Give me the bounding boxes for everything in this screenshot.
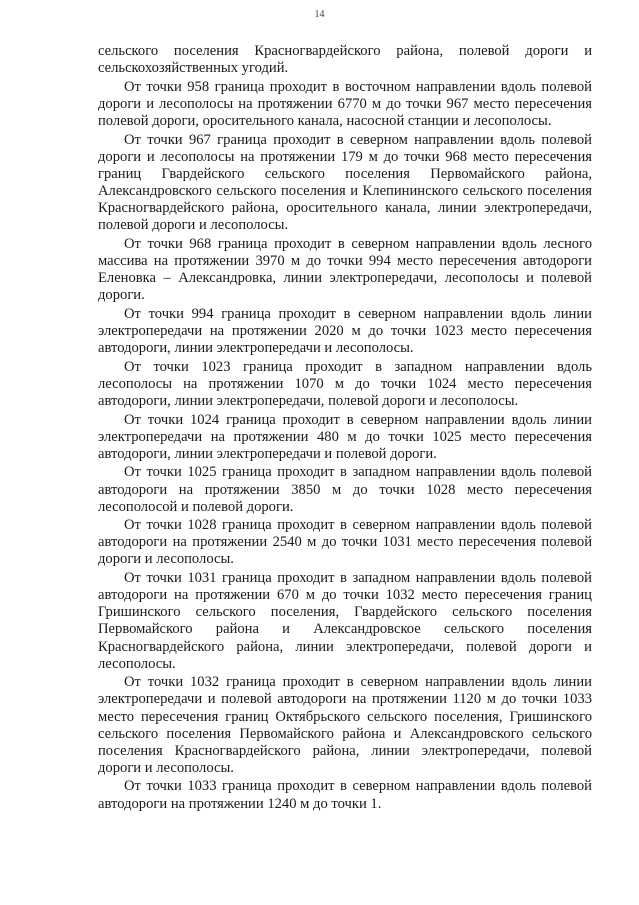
paragraph-point-1032: От точки 1032 граница проходит в северном направлении вдоль линии электропередачи и полевой автодороги на протяжении 1120 м до точки 1033 место пересечения границ Октябрьского сельского поселения, Гришинского сельского поселения Первомайского района и Александровского сельского поселения Красногвардейского района, линии электропередачи, полевой дороги и лесополосы. (98, 674, 592, 776)
document-body (98, 43, 592, 813)
paragraph-point-967: От точки 967 граница проходит в северном направлении вдоль полевой дороги и лесополосы на протяжении 179 м до точки 968 место пересечения границ Гвардейского сельского поселения Первомайского района, Александровского сельского поселения и Клепининского сельского поселения Красногвардейского района, оросительного канала, линии электропередачи, полевой дороги и лесополосы. (98, 131, 592, 234)
paragraph-point-994: От точки 994 граница проходит в северном направлении вдоль линии электропередачи на протяжении 2020 м до точки 1023 место пересечения автодороги, линии электропередачи и лесополосы. (98, 305, 592, 356)
paragraph-point-1028: От точки 1028 граница проходит в северном направлении вдоль полевой автодороги на протяжении 2540 м до точки 1031 место пересечения полевой дороги и лесополосы. (98, 517, 592, 568)
paragraph-continuation: сельского поселения Красногвардейского района, полевой дороги и сельскохозяйственных угодий. (98, 43, 592, 77)
page-number: 14 (314, 9, 325, 20)
paragraph-point-1031: От точки 1031 граница проходит в западном направлении вдоль полевой автодороги на протяжении 670 м до точки 1032 место пересечения границ Гришинского сельского поселения, Гвардейского сельского поселения Первомайского района и Александровское сельского поселения Красногвардейского района, линии электропередачи, полевой дороги и лесополосы. (98, 570, 592, 672)
paragraph-point-968: От точки 968 граница проходит в северном направлении вдоль лесного массива на протяжении 3970 м до точки 994 место пересечения автодороги Еленовка – Александровка, линии электропередачи, лесополосы и полевой дороги. (98, 235, 592, 304)
paragraph-point-958: От точки 958 граница проходит в восточном направлении вдоль полевой дороги и лесополосы на протяжении 6770 м до точки 967 место пересечения полевой дороги, оросительного канала, насосной станции и лесополосы. (98, 78, 592, 129)
paragraph-point-1025: От точки 1025 граница проходит в западном направлении вдоль полевой автодороги на протяжении 3850 м до точки 1028 место пересечения лесополосой и полевой дороги. (98, 464, 592, 515)
paragraph-point-1033: От точки 1033 граница проходит в северном направлении вдоль полевой автодороги на протяжении 1240 м до точки 1. (98, 778, 592, 812)
paragraph-point-1024: От точки 1024 граница проходит в северном направлении вдоль линии электропередачи на протяжении 480 м до точки 1025 место пересечения автодороги, линии электропередачи и полевой дороги. (98, 411, 592, 462)
paragraph-point-1023: От точки 1023 граница проходит в западном направлении вдоль лесополосы на протяжении 1070 м до точки 1024 место пересечения автодороги, линии электропередачи, полевой дороги и лесополосы. (98, 358, 592, 409)
